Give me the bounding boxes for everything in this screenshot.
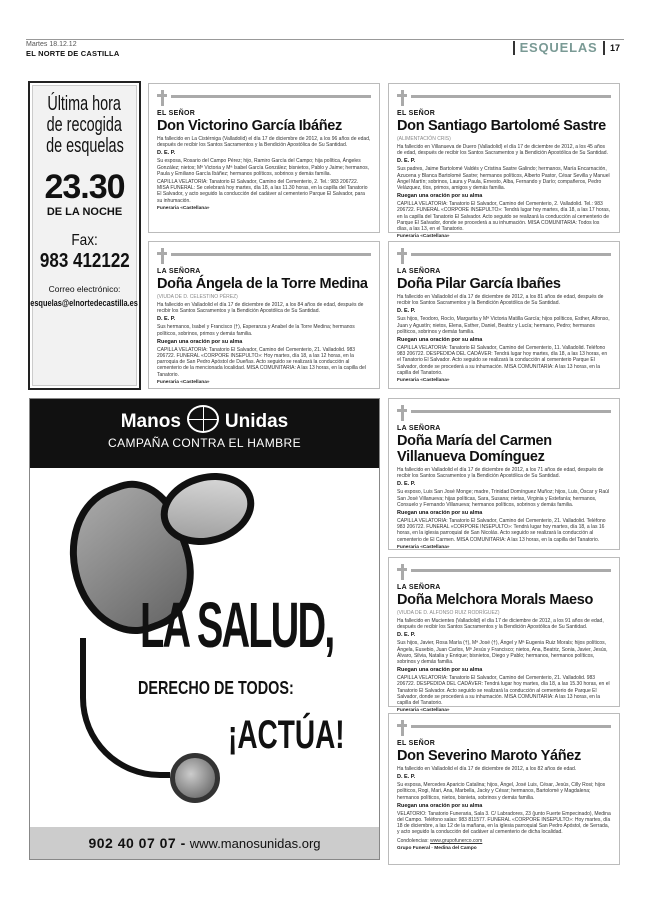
card-rule — [411, 569, 611, 572]
charity-website-link[interactable]: www.manosunidas.org — [189, 835, 321, 851]
obituary-rip: D. E. P. — [397, 308, 416, 315]
funeral-home: Funeraria «Castellana» — [397, 234, 450, 240]
obituary-card — [388, 241, 620, 389]
card-rule — [411, 725, 611, 728]
charity-ad-footer — [30, 827, 379, 859]
email-link[interactable]: esquelas@elnortedecastilla.es — [30, 298, 139, 309]
obituary-alias: (VIUDA DE D. ALFONSO RUIZ RODRÍGUEZ) — [397, 610, 500, 616]
cross-icon — [157, 90, 167, 106]
charity-ad — [29, 398, 380, 860]
obituary-death-notice: Ha fallecido en Valladolid el día 17 de diciembre de 2012, a los 84 años de edad, después de recibir los Santos Sacramentos y la Bendición Apostólica de Su Santidad. — [157, 302, 364, 315]
obituary-name: Doña Melchora Morals Maeso — [397, 592, 594, 608]
card-rule — [411, 410, 611, 413]
obituary-death-notice: Ha fallecido en Valladolid el día 17 de diciembre de 2012, a los 82 años de edad. — [397, 766, 577, 772]
brand-left: Manos — [120, 411, 181, 432]
fax-number: 983 412122 — [39, 250, 130, 272]
newspaper-name: EL NORTE DE CASTILLA — [26, 49, 120, 58]
obituary-honorific: LA SEÑORA — [397, 268, 441, 275]
obituary-death-notice: Ha fallecido en Villanueva de Duero (Valladolid) el día 17 de diciembre de 2012, a los 45 años de edad, después de recibir los Santos Sacramentos y la Bendición Apostólica de Su Santidad. — [397, 144, 608, 157]
campaign-subtitle: CAMPAÑA CONTRA EL HAMBRE — [108, 436, 301, 450]
obituary-details: VELATORIO: Tanatorio Funeraria, Sala 3. C/ Labradores, 23 (junto Fuerte Empecinado), Medina del Campo. Teléfono salas: 983 811577. FUNERAL «CORPORE INSEPULTO»: Hoy martes, día 18 de diciembre, a las 12 de la mañana, en la iglesia parroquial San Pedro Apóstol, de Serrada, y acto seguido la conducción del cadáver al cementerio de dicha localidad. — [397, 810, 611, 836]
card-rule — [411, 95, 611, 98]
obituary-prayer: Ruegan una oración por su alma — [157, 338, 243, 345]
obituary-family: Sus hijos, Javier, Rosa María (†), Mª José (†), Ángel y Mª Eugenia Ruiz Morals; hijos políticos, Ángela, Eusebio, Juan Carlos, Mª Jesús y Francisco; nietos, Ana, Beatriz, Sonia, Javier, Jesús, Álvaro, Silvia, Natalia y Enrique; bisnietos, Diego y Pablo; hermanos, hermanos políticos, sobrinos y demás familia. — [397, 640, 608, 666]
section-title: ESQUELAS — [519, 40, 598, 55]
obituary-details: CAPILLA VELATORIA: Tanatorio El Salvador, Camino del Cementerio, 21. Valladolid. Teléfono 983 206722. FUNERAL «CORPORE INSEPULTO»: Tendrá lugar hoy martes, día 18, a las 16 horas, en la iglesia parroquial de San Nicolás. Acto seguido se realizará la conducción al cementerio de El Carmen. MISA COMUNITARIA: A las 13 horas, en la capilla del Tanatorio. — [397, 518, 606, 543]
obituary-family: Sus hijos, Teodoro, Rocío, Margarita y Mª Victoria Matilla García; hijos políticos, Esther, Alfonso, Juan y Agustín; nietos, Elena, Esther, Daniel, Beatriz y Lucía; hermano, Pedro; hermanos políticos, sobrinos y demás familia. — [397, 316, 610, 335]
obituary-alias: (ALIMENTACIÓN CRIS) — [397, 136, 451, 142]
cross-icon — [157, 248, 167, 264]
section-header — [513, 40, 620, 55]
obituary-honorific: EL SEÑOR — [397, 740, 436, 747]
obituary-prayer: Ruegan una oración por su alma — [397, 337, 483, 344]
obituary-family: Sus padres, Jaime Bartolomé Valdés y Cristina Sastre Galindo; hermanos, María Encarnación, Azucena y Blanca Bartolomé Sastre; hermanos políticos, Alberto Pastor, César Sevilla y Manuel Ángel Martín; sobrinos, Laura y Paula, Ernesto, Alba, Fernando y Darío; compañeros, Pedro Velázquez, tíos, primos, amigos y demás familia. — [397, 166, 610, 192]
obituary-condolences — [397, 838, 611, 844]
obituary-prayer: Ruegan una oración por su alma — [397, 667, 483, 674]
slogan-line-3: ¡ACTÚA! — [228, 713, 345, 757]
obituary-details: CAPILLA VELATORIA: Tanatorio El Salvador, Camino del Cementerio, 11. Valladolid. Teléfono 983 206722. DESPEDIDA DEL CADÁVER: Tendrá lugar hoy martes, día 18, a las 13 horas, en el Tanatorio El Salvador. Acto seguido se realizará la conducción al cementerio Parque El Salvador, donde se procederá a su inhumación. MISA COMUNITARIA: A las 13 horas, en la capilla del Tanatorio. — [397, 345, 608, 376]
card-rule — [171, 253, 371, 256]
obituary-family: Sus hermanos, Isabel y Francisco (†), Esperanza y Anabel de la Torre Medina; hermanos políticos, sobrinos, primos y demás familia. — [157, 324, 355, 337]
obituary-death-notice: Ha fallecido en Valladolid el día 17 de diciembre de 2012, a los 71 años de edad, después de recibir los Santos Sacramentos y la Bendición Apostólica de Su Santidad. — [397, 467, 604, 480]
obituary-card — [388, 398, 620, 550]
deadline-ad — [28, 81, 141, 390]
funeral-home: Funeraria «Castellana» — [157, 205, 210, 211]
card-rule — [171, 95, 371, 98]
issue-date: Martes 18.12.12 — [26, 41, 77, 48]
cross-icon — [397, 90, 407, 106]
condolences-link[interactable]: www.grupofunerco.com — [430, 837, 483, 844]
funeral-home: Funeraria «Castellana» — [397, 378, 450, 384]
email-label: Correo electrónico: — [48, 284, 121, 294]
campaign-artwork — [30, 468, 379, 829]
obituary-details: CAPILLA VELATORIA: Tanatorio El Salvador, Camino del Cementerio, 2. Tel.: 983 206722. MISA FUNERAL: Se celebrará hoy martes, día 18, a las 11.30 horas, en la capilla del Tanatorio El Salvador, y acto seguido la conducción del cadáver al cementerio Parque El Salvador, para su inhumación. — [157, 179, 368, 204]
obituary-rip: D. E. P. — [157, 150, 176, 157]
obituary-name: Don Victorino García Ibáñez — [157, 118, 343, 134]
charity-ad-header — [30, 399, 379, 468]
cross-icon — [397, 405, 407, 421]
obituary-prayer: Ruegan una oración por su alma — [397, 802, 483, 809]
masthead — [26, 41, 119, 58]
deadline-title-line: Última hora — [47, 93, 122, 115]
obituary-honorific: LA SEÑORA — [397, 425, 441, 432]
obituary-card — [388, 557, 620, 714]
obituary-family: Su esposo, Luis San José Monge; madre, Trinidad Domínguez Muñoz; hijos, Luis, Óscar y Raúl San José Villanueva; hijas políticas, Sara, Susana; nietas, Virginia y Estefanía; hermanos, Consuelo y Fernando Villanueva; hermanos políticos, sobrinos y demás familia. — [397, 489, 610, 508]
obituary-prayer: Ruegan una oración por su alma — [397, 510, 483, 517]
obituary-alias: (VIUDA DE D. CELESTINO PÉREZ) — [157, 294, 238, 300]
obituary-card — [148, 241, 380, 389]
funeral-home: Funeraria «Castellana» — [397, 708, 450, 714]
obituary-death-notice: Ha fallecido en Valladolid el día 17 de diciembre de 2012, a los 81 años de edad, después de recibir los Santos Sacramentos y la Bendición Apostólica de Su Santidad. — [397, 294, 604, 307]
obituary-rip: D. E. P. — [397, 158, 416, 165]
fax-label: Fax: — [71, 232, 98, 249]
slogan-line-2: DERECHO DE TODOS: — [138, 678, 294, 698]
obituary-name: Doña Ángela de la Torre Medina — [157, 276, 368, 292]
funeral-home: Funeraria «Castellana» — [397, 544, 450, 550]
obituary-death-notice: Ha fallecido en Mucientes (Valladolid) el día 17 de diciembre de 2012, a los 91 años de edad, después de recibir los Santos Sacramentos y la Bendición Apostólica de Su Santidad. — [397, 618, 604, 631]
obituary-details: CAPILLA VELATORIA: Tanatorio El Salvador, Camino del Cementerio, 2. Valladolid. Tel.: 983 206722. FUNERAL «CORPORE INSEPULTO»: Tendrá lugar hoy martes, día 18, a las 17 horas, en la capilla del Tanatorio El Salvador. Acto seguido se realizará la conducción al cementerio de Parque El Salvador, donde se procederá a su inhumación. MISA COMUNITARIA: Todos los días, a las 13, en el Tanatorio. — [397, 201, 610, 233]
slogan-line-1: LA SALUD, — [140, 589, 334, 661]
obituary-rip: D. E. P. — [397, 774, 416, 781]
card-rule — [411, 253, 611, 256]
globe-hands-logo-icon — [187, 405, 219, 433]
obituary-prayer: Ruegan una oración por su alma — [397, 193, 483, 200]
funeral-home: Funeraria «Castellana» — [157, 379, 210, 385]
charity-phone: 902 40 07 07 - — [88, 835, 186, 851]
earth-globe-icon — [170, 753, 220, 803]
obituary-death-notice: Ha fallecido en La Cistérniga (Valladolid) el día 17 de diciembre de 2012, a los 96 años de edad, después de recibir los Santos Sacramentos y la Bendición Apostólica de Su Santidad. — [157, 136, 371, 149]
cross-icon — [397, 564, 407, 580]
obituary-name: Don Severino Maroto Yáñez — [397, 748, 581, 764]
obituary-family: Su esposa, Rosario del Campo Pérez; hijo, Ramiro García del Campo; hija política, Ángeles González; nietos; Mª Victoria y Mª Isabel García González; bisnietos, Pablo y Jaime; hermanos, Paula y Emiliano García Ibáñez; hermanos políticos, sobrinos y demás familia. — [157, 158, 370, 177]
obituary-rip: D. E. P. — [397, 481, 416, 488]
obituary-honorific: EL SEÑOR — [397, 110, 436, 117]
funeral-home: Grupo Funeral · Medina del Campo — [397, 845, 477, 851]
page-number: 17 — [609, 42, 620, 53]
deadline-time-note: DE LA NOCHE — [46, 206, 123, 218]
obituary-card — [148, 83, 380, 233]
obituary-name: Doña Pilar García Ibañes — [397, 276, 561, 292]
cross-icon — [397, 720, 407, 736]
obituary-rip: D. E. P. — [397, 632, 416, 639]
obituary-card — [388, 713, 620, 865]
obituary-rip: D. E. P. — [157, 316, 176, 323]
obituary-family: Su esposa, Mercedes Aparicio Catalina; hijos, Ángel, José Luis, César, Jesús, Cilly Rosi; hijos políticos, Rogi, Mari, Ana, Marbella, Jacky y César; hermanos, Bartolomé y Magdalena; hermanos políticos, nietos, bisnieta, sobrinos y demás familia. — [397, 782, 606, 801]
obituary-honorific: LA SEÑORA — [397, 584, 441, 591]
condolences-label: Condolencias: — [397, 837, 429, 844]
obituary-name: Doña María del Carmen Villanueva Domínguez — [397, 433, 552, 465]
obituary-name: Don Santiago Bartolomé Sastre — [397, 118, 606, 134]
deadline-title-line: de recogida — [46, 114, 123, 136]
obituary-card — [388, 83, 620, 240]
obituary-details: CAPILLA VELATORIA: Tanatorio El Salvador, Camino del Cementerio, 21. Valladolid. 983 206722. FUNERAL «CORPORE INSEPULTO»: Hoy martes, día 18, a las 12 horas, en la parroquia de San Pedro Apóstol de Dueñas. Acto seguido se realizará la conducción al cementerio de la mencionada localidad. MISA COMUNITARIA: A las 13 horas, en la capilla del Tanatorio. — [157, 346, 366, 378]
deadline-time: 23.30 — [44, 168, 125, 206]
obituary-honorific: EL SEÑOR — [157, 110, 196, 117]
cross-icon — [397, 248, 407, 264]
obituary-honorific: LA SEÑORA — [157, 268, 201, 275]
brand-right: Unidas — [224, 411, 289, 432]
obituary-details: CAPILLA VELATORIA: Tanatorio El Salvador, Camino del Cementerio, 21. Valladolid. 983 206722. DESPEDIDA DEL CADÁVER: Tendrá lugar hoy martes, día 18, a las 15.30 horas, en el Tanatorio El Salvador. Acto seguido se realizará la conducción al cementerio de Parque El Salvador, donde se procederá a su inhumación. MISA COMUNITARIA: A las 13 horas, en la capilla del Tanatorio. — [397, 675, 610, 707]
deadline-title-line: de esquelas — [45, 135, 124, 157]
